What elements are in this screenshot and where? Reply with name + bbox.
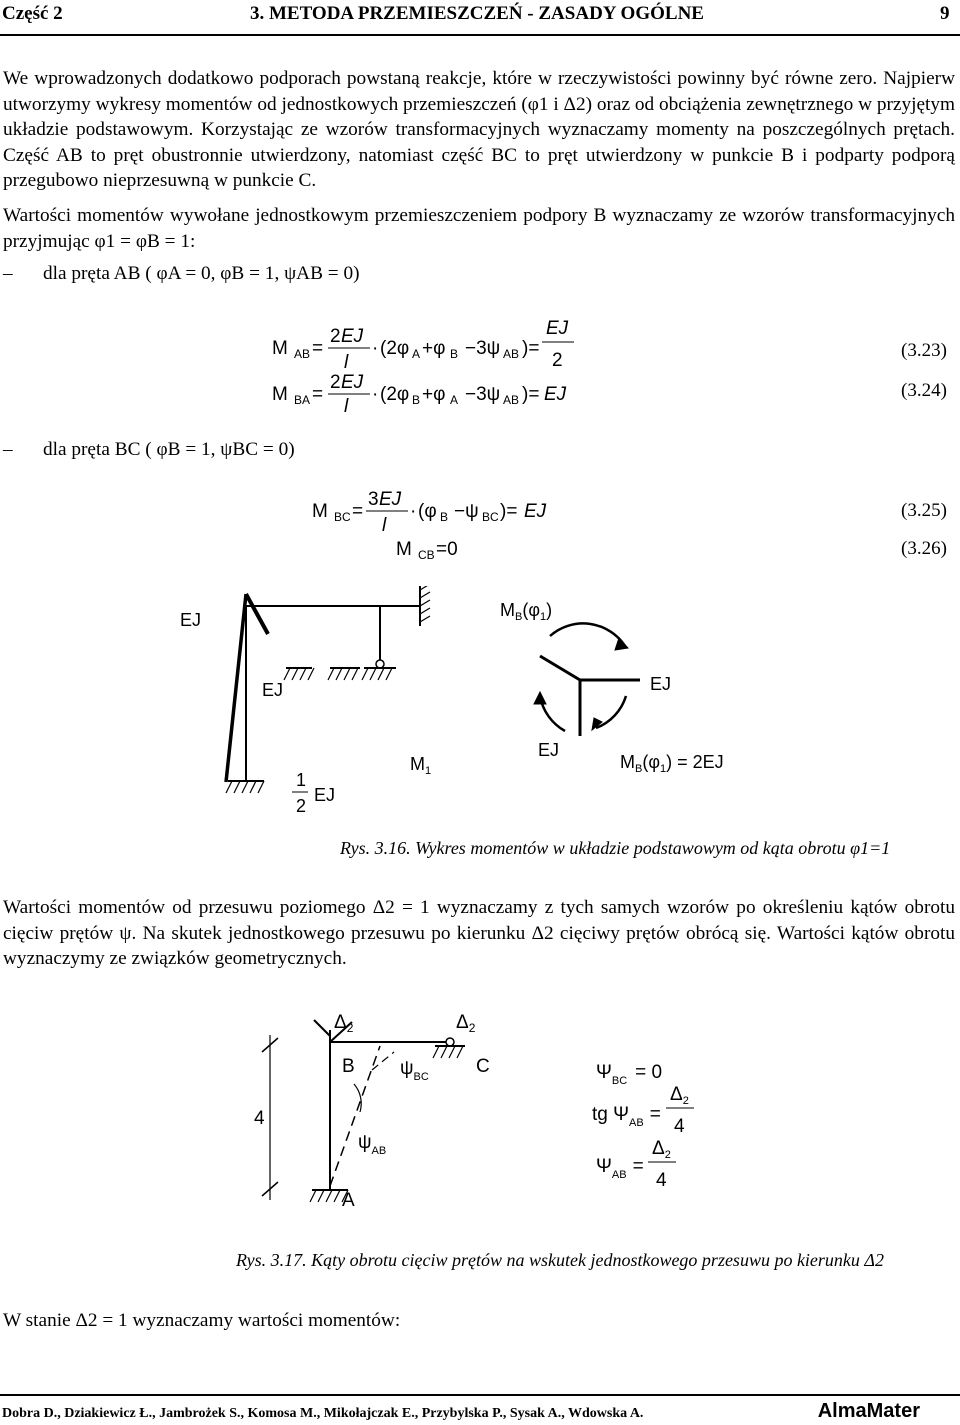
- svg-text:AB: AB: [294, 347, 311, 361]
- svg-text:−3ψ: −3ψ: [465, 384, 501, 405]
- label-m1: $M_1$: [410, 754, 432, 777]
- node-rotation-sketch: [534, 623, 640, 736]
- svg-text:+φ: +φ: [422, 338, 446, 359]
- svg-text:EJ: EJ: [341, 326, 364, 347]
- svg-text:−3ψ: −3ψ: [465, 338, 501, 359]
- svg-text:)=: )=: [522, 338, 540, 359]
- rel-tg-den: 4: [674, 1116, 685, 1137]
- footer-authors: Dobra D., Dziakiewicz Ł., Jambrożek S., Komosa M., Mikołajczak E., Przybylska P., Sysak A., Wdowska A.: [2, 1406, 644, 1421]
- footer-brand: AlmaMater: [817, 1400, 920, 1422]
- rel-tg-psi-ab: tg $\Psi_{AB}$ =: [592, 1104, 661, 1129]
- label-ej-mid: EJ: [262, 680, 284, 700]
- paragraph-intro: We wprowadzonych dodatkowo podporach powstaną reakcje, które w rzeczywistości powinny być równe zero. Najpierw utworzymy wykresy momentów od jednostkowych przemieszczeń (φ1 i Δ2) oraz od obciążenia zewnętrznego w przyjętym układzie podstawowym. Korzystając ze wzorów transformacyjnych wyznaczamy momenty na poszczególnych prętach. Część AB to pręt obustronnie utwierdzony, natomiast część BC to pręt utwierdzony w punkcie B i podparty podporą przegubowo nieprzesuwną w punkcie C.: [3, 68, 955, 191]
- svg-text:2: 2: [330, 326, 341, 347]
- svg-text:BA: BA: [294, 393, 311, 407]
- eq-number-3-23: (3.23): [901, 340, 947, 361]
- figure-3-17: [230, 1000, 730, 1230]
- svg-text:B: B: [440, 510, 449, 524]
- svg-text:AB: AB: [503, 347, 520, 361]
- svg-text:+φ: +φ: [422, 384, 446, 405]
- svg-text:2: 2: [330, 372, 341, 393]
- svg-text:·: ·: [410, 501, 417, 522]
- page-footer: [0, 1394, 960, 1425]
- label-node-c: C: [476, 1056, 490, 1077]
- rel-psi-bc: $\Psi_{BC} = 0$: [596, 1062, 663, 1087]
- label-frac-num: 1: [296, 770, 307, 790]
- rel-tg-num: $\Delta_2$: [670, 1084, 689, 1107]
- svg-text:l: l: [344, 352, 349, 373]
- svg-text:·: ·: [372, 384, 379, 405]
- svg-text:A: A: [412, 347, 421, 361]
- figure-3-16: [170, 586, 750, 836]
- svg-text:3: 3: [368, 489, 379, 510]
- svg-text:l: l: [344, 396, 349, 412]
- eq-number-3-26: (3.26): [901, 538, 947, 559]
- equation-bc-graphic: [312, 483, 612, 573]
- svg-text:l: l: [382, 515, 387, 536]
- part-label: Część 2: [2, 3, 63, 24]
- svg-text:A: A: [450, 393, 459, 407]
- svg-text:EJ: EJ: [341, 372, 364, 393]
- rel-psi-den: 4: [656, 1170, 667, 1191]
- svg-text:CB: CB: [418, 548, 435, 562]
- svg-text:=: =: [312, 384, 324, 405]
- bullet-bc-text: dla pręta BC ( φB = 1, ψBC = 0): [43, 439, 295, 460]
- svg-text:EJ: EJ: [379, 489, 402, 510]
- frame-structure: [226, 586, 430, 796]
- label-ej-top: EJ: [180, 610, 202, 630]
- svg-text:BC: BC: [482, 510, 499, 524]
- svg-text:EJ: EJ: [544, 384, 567, 405]
- paragraph-unit-rotation: Wartości momentów wywołane jednostkowym przemieszczeniem podpory B wyznaczamy ze wzorów transformacyjnych przyjmując φ1 = φB = 1:: [3, 205, 955, 252]
- svg-text:B: B: [412, 393, 421, 407]
- label-psi-ab: $\psi_{AB}$: [358, 1132, 387, 1157]
- bullet-bar-ab: – dla pręta AB ( φA = 0, φB = 1, ψAB = 0): [3, 263, 360, 284]
- label-psi-bc: $\psi_{BC}$: [400, 1058, 429, 1083]
- svg-text:)=: )=: [500, 501, 518, 522]
- page-number: 9: [940, 3, 950, 24]
- rel-psi-num: $\Delta_2$: [652, 1138, 671, 1161]
- svg-text:−ψ: −ψ: [454, 501, 479, 522]
- moment-diagram-phi1: [170, 586, 750, 836]
- rel-psi-ab: $\Psi_{AB}$ =: [596, 1156, 644, 1181]
- label-ej-right: EJ: [650, 674, 672, 694]
- svg-text:B: B: [450, 347, 459, 361]
- label-frac-den: 2: [296, 796, 307, 816]
- label-delta-1: $\Delta_2$: [334, 1012, 354, 1035]
- label-ej-right-bottom: EJ: [538, 740, 560, 760]
- bullet-bar-bc: – dla pręta BC ( φB = 1, ψBC = 0): [3, 439, 295, 460]
- eq-number-3-25: (3.25): [901, 500, 947, 521]
- eq-number-3-24: (3.24): [901, 380, 947, 401]
- svg-text:=: =: [312, 338, 324, 359]
- label-mb-value: $M_B(\varphi_1) = 2EJ$: [620, 752, 724, 775]
- label-mb-phi: $M_B(\varphi_1)$: [500, 600, 553, 623]
- paragraph-state-delta: W stanie Δ2 = 1 wyznaczamy wartości momentów:: [3, 1310, 401, 1331]
- equation-block-bc: [312, 483, 612, 573]
- chapter-title: 3. METODA PRZEMIESZCZEŃ - ZASADY OGÓLNE: [250, 3, 704, 24]
- svg-text:EJ: EJ: [524, 501, 547, 522]
- chord-rotation-diagram: [230, 1000, 730, 1230]
- svg-text:(2φ: (2φ: [380, 384, 410, 405]
- caption-fig-3-17: Rys. 3.17. Kąty obrotu cięciw prętów na wskutek jednostkowego przesuwu po kierunku Δ2: [236, 1250, 884, 1270]
- label-node-a: A: [342, 1190, 355, 1211]
- svg-text:=0: =0: [436, 539, 458, 560]
- paragraph-translation: Wartości momentów od przesuwu poziomego Δ2 = 1 wyznaczamy z tych samych wzorów po określeniu kątów obrotu cięciw prętów ψ. Na skutek jednostkowego przesuwu po kierunku Δ2 cięciwy prętów obrócą się. Wartości kątów obrotu wyznaczymy ze związków geometrycznych.: [3, 897, 955, 969]
- svg-text:M: M: [396, 539, 412, 560]
- svg-text:M: M: [272, 338, 288, 359]
- label-node-b: B: [342, 1056, 355, 1077]
- svg-text:=: =: [352, 501, 364, 522]
- svg-text:·: ·: [372, 338, 379, 359]
- label-delta-2: $\Delta_2$: [456, 1012, 476, 1035]
- svg-text:)=: )=: [522, 384, 540, 405]
- svg-text:(2φ: (2φ: [380, 338, 410, 359]
- equation-block-ab: [272, 312, 672, 412]
- bullet-ab-text: dla pręta AB ( φA = 0, φB = 1, ψAB = 0): [43, 263, 360, 284]
- page-header: [0, 0, 960, 36]
- caption-fig-3-16: Rys. 3.16. Wykres momentów w układzie podstawowym od kąta obrotu φ1=1: [340, 838, 891, 858]
- svg-text:EJ: EJ: [546, 318, 569, 339]
- equation-ab-graphic: [272, 312, 672, 412]
- svg-text:2: 2: [552, 350, 563, 371]
- svg-text:BC: BC: [334, 510, 351, 524]
- svg-text:AB: AB: [503, 393, 520, 407]
- svg-text:(φ: (φ: [418, 501, 437, 522]
- label-height-4: 4: [254, 1108, 265, 1129]
- svg-text:M: M: [312, 501, 328, 522]
- svg-text:M: M: [272, 384, 288, 405]
- label-ej-bot: EJ: [314, 785, 336, 805]
